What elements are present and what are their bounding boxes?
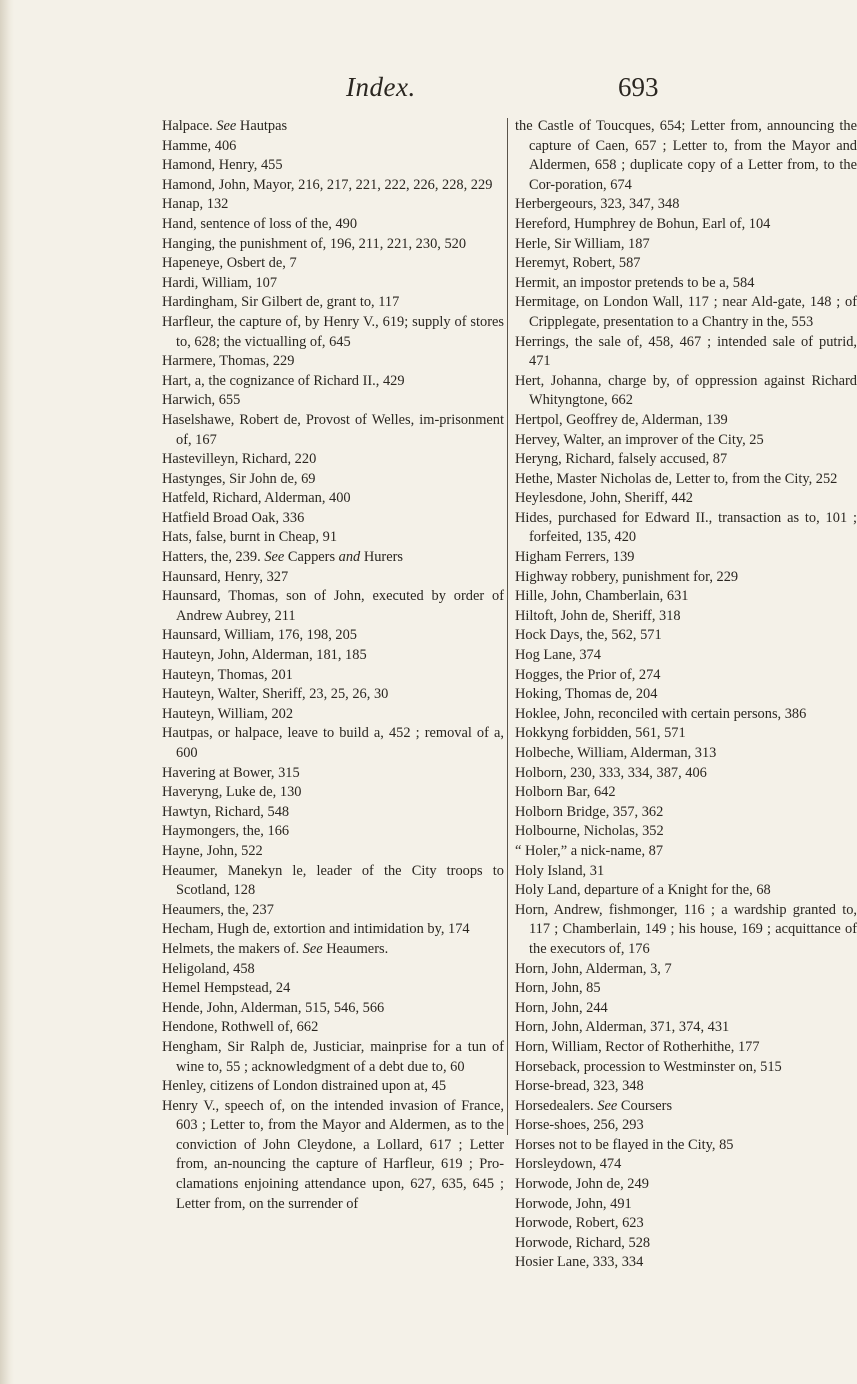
index-entry: Heaumer, Manekyn le, leader of the City troops to Scotland, 128 — [162, 862, 504, 899]
index-entry: Hock Days, the, 562, 571 — [515, 627, 662, 644]
index-entry: Hereford, Humphrey de Bohun, Earl of, 104 — [515, 215, 771, 232]
index-entry: Hille, John, Chamberlain, 631 — [515, 588, 689, 605]
index-entry: Horwode, Richard, 528 — [515, 1234, 651, 1251]
index-entry: Herbergeours, 323, 347, 348 — [515, 196, 680, 213]
index-entry: Hiltoft, John de, Sheriff, 318 — [515, 607, 681, 624]
index-entry: Harmere, Thomas, 229 — [162, 353, 295, 370]
index-entry: Horwode, John de, 249 — [515, 1176, 649, 1193]
index-entry: Hende, John, Alderman, 515, 546, 566 — [162, 999, 385, 1016]
index-entry: Heylesdone, John, Sheriff, 442 — [515, 490, 693, 507]
index-entry: Hides, purchased for Edward II., transaction as to, 101 ; forfeited, 135, 420 — [515, 509, 857, 546]
index-entry: Holy Island, 31 — [515, 862, 605, 879]
index-entry: Hastynges, Sir John de, 69 — [162, 470, 316, 487]
index-entry: Horn, Andrew, fishmonger, 116 ; a wardship granted to, 117 ; Chamberlain, 149 ; his house, 169 ; acquittance of the executors of, 176 — [515, 901, 857, 957]
column-divider — [507, 118, 508, 1135]
index-entry: Hawtyn, Richard, 548 — [162, 803, 290, 820]
index-entry: Holbourne, Nicholas, 352 — [515, 823, 664, 840]
index-entry: Hemel Hempstead, 24 — [162, 980, 291, 997]
index-entry: Hand, sentence of loss of the, 490 — [162, 215, 358, 232]
index-entry: Horwode, Robert, 623 — [515, 1215, 644, 1232]
index-entry: Helmets, the makers of. See Heaumers. — [162, 940, 389, 957]
index-entry: Haselshawe, Robert de, Provost of Welles, im-prisonment of, 167 — [162, 411, 504, 448]
index-entry: Hoklee, John, reconciled with certain persons, 386 — [515, 705, 807, 722]
index-entry: Hamond, Henry, 455 — [162, 157, 283, 174]
index-entry: Hayne, John, 522 — [162, 842, 263, 859]
index-entry: Hosier Lane, 333, 334 — [515, 1254, 644, 1271]
index-entry: Hoking, Thomas de, 204 — [515, 686, 658, 703]
index-entry: Horsleydown, 474 — [515, 1156, 622, 1173]
index-entry: Haunsard, William, 176, 198, 205 — [162, 627, 358, 644]
index-entry: Hendone, Rothwell of, 662 — [162, 1019, 319, 1036]
index-entry: Horn, John, 244 — [515, 999, 608, 1016]
index-entry: Hardi, William, 107 — [162, 274, 278, 291]
index-entry: Highway robbery, punishment for, 229 — [515, 568, 739, 585]
index-entry: Hautpas, or halpace, leave to build a, 452 ; removal of a, 600 — [162, 725, 504, 761]
index-entry: the Castle of Toucques, 654; Letter from, announcing the capture of Caen, 657 ; Letter to, from the Mayor and Aldermen, 658 ; duplicate copy of a Letter from, to the Cor-poration, 674 — [515, 118, 857, 193]
index-entry: Hervey, Walter, an improver of the City, 25 — [515, 431, 764, 448]
index-column-right — [515, 117, 857, 1273]
index-entry: Holy Land, departure of a Knight for the, 68 — [515, 882, 771, 899]
index-entry: Hart, a, the cognizance of Richard II., 429 — [162, 372, 405, 389]
index-entry: Horn, John, 85 — [515, 980, 601, 997]
index-entry: Haunsard, Thomas, son of John, executed by order of Andrew Aubrey, 211 — [162, 588, 504, 624]
index-entry: Holbeche, William, Alderman, 313 — [515, 745, 717, 761]
index-entry: Higham Ferrers, 139 — [515, 549, 635, 566]
index-entry: Horn, John, Alderman, 3, 7 — [515, 960, 672, 977]
index-entry: Hecham, Hugh de, extortion and intimidation by, 174 — [162, 921, 470, 938]
index-entry: Holborn, 230, 333, 334, 387, 406 — [515, 764, 707, 781]
index-entry: Hatfield Broad Oak, 336 — [162, 509, 305, 526]
index-entry: Hertpol, Geoffrey de, Alderman, 139 — [515, 411, 728, 428]
index-entry: Hermitage, on London Wall, 117 ; near Ald-gate, 148 ; of Cripplegate, presentation to a Chantry in the, 553 — [515, 294, 857, 330]
index-entry: Hauteyn, William, 202 — [162, 705, 294, 722]
running-title: Index. — [346, 72, 416, 102]
index-entry: Horsedealers. See Coursers — [515, 1097, 673, 1114]
index-entry: Horses not to be flayed in the City, 85 — [515, 1136, 734, 1153]
page-edge-shadow — [0, 0, 14, 1384]
index-entry: Horseback, procession to Westminster on, 515 — [515, 1058, 782, 1075]
index-entry: Harwich, 655 — [162, 392, 241, 409]
index-entry: Holborn Bar, 642 — [515, 784, 616, 801]
index-entry: Herle, Sir William, 187 — [515, 235, 650, 252]
index-entry: Hog Lane, 374 — [515, 647, 601, 664]
index-entry: Horse-shoes, 256, 293 — [515, 1117, 644, 1134]
index-entry: Horse-bread, 323, 348 — [515, 1078, 644, 1095]
index-entry: Henley, citizens of London distrained upon at, 45 — [162, 1078, 447, 1095]
index-entry: Hanap, 132 — [162, 196, 229, 213]
index-entry: Heaumers, the, 237 — [162, 901, 274, 918]
index-entry: Horwode, John, 491 — [515, 1195, 632, 1212]
index-entry: Haymongers, the, 166 — [162, 823, 290, 840]
index-entry: Hapeneye, Osbert de, 7 — [162, 255, 297, 272]
index-entry: Hatters, the, 239. See Cappers and Hurers — [162, 549, 404, 566]
index-entry: Hokkyng forbidden, 561, 571 — [515, 725, 686, 742]
index-entry: Hats, false, burnt in Cheap, 91 — [162, 529, 338, 546]
index-entry: Hatfeld, Richard, Alderman, 400 — [162, 490, 351, 507]
index-entry: “ Holer,” a nick-name, 87 — [515, 842, 664, 859]
index-entry: Heremyt, Robert, 587 — [515, 255, 641, 272]
index-entry: Hanging, the punishment of, 196, 211, 221, 230, 520 — [162, 235, 467, 252]
index-entry: Hauteyn, Walter, Sheriff, 23, 25, 26, 30 — [162, 686, 389, 703]
page-header — [0, 72, 800, 112]
page-number: 693 — [618, 72, 659, 102]
index-entry: Hert, Johanna, charge by, of oppression against Richard Whityngtone, 662 — [515, 372, 857, 409]
index-entry: Herrings, the sale of, 458, 467 ; intended sale of putrid, 471 — [515, 333, 857, 370]
index-entry: Hermit, an impostor pretends to be a, 584 — [515, 274, 755, 291]
index-entry: Henry V., speech of, on the intended invasion of France, 603 ; Letter to, from the Mayor and Aldermen, as to the conviction of John Cleydone, a Lollard, 617 ; Letter from, an-nouncing the capture of Harfleur, 619 ; Pro-clamations enjoining attendance upon, 627, 635, 645 ; Letter from, on the surrender of — [162, 1097, 504, 1212]
index-entry: Halpace. See Hautpas — [162, 118, 288, 134]
index-entry: Hengham, Sir Ralph de, Justiciar, mainprise for a tun of wine to, 55 ; acknowledgment of a debt due to, 60 — [162, 1038, 504, 1075]
index-entry: Horn, John, Alderman, 371, 374, 431 — [515, 1019, 730, 1036]
index-entry: Haveryng, Luke de, 130 — [162, 784, 302, 801]
index-entry: Harfleur, the capture of, by Henry V., 619; supply of stores to, 628; the victualling of, 645 — [162, 313, 504, 350]
index-entry: Hogges, the Prior of, 274 — [515, 666, 661, 683]
index-entry: Hamond, John, Mayor, 216, 217, 221, 222, 226, 228, 229 — [162, 176, 493, 193]
index-entry: Hethe, Master Nicholas de, Letter to, from the City, 252 — [515, 470, 838, 487]
index-entry: Heryng, Richard, falsely accused, 87 — [515, 451, 728, 468]
index-entry: Hastevilleyn, Richard, 220 — [162, 451, 317, 468]
index-entry: Haunsard, Henry, 327 — [162, 568, 289, 585]
index-entry: Holborn Bridge, 357, 362 — [515, 803, 664, 820]
index-entry: Hamme, 406 — [162, 137, 237, 154]
index-entry: Horn, William, Rector of Rotherhithe, 177 — [515, 1038, 760, 1055]
index-entry: Heligoland, 458 — [162, 960, 255, 977]
index-entry: Hauteyn, John, Alderman, 181, 185 — [162, 647, 367, 664]
index-entry: Hardingham, Sir Gilbert de, grant to, 117 — [162, 294, 400, 311]
index-entry: Havering at Bower, 315 — [162, 764, 300, 781]
index-column-left — [162, 117, 504, 1214]
index-entry: Hauteyn, Thomas, 201 — [162, 666, 293, 683]
